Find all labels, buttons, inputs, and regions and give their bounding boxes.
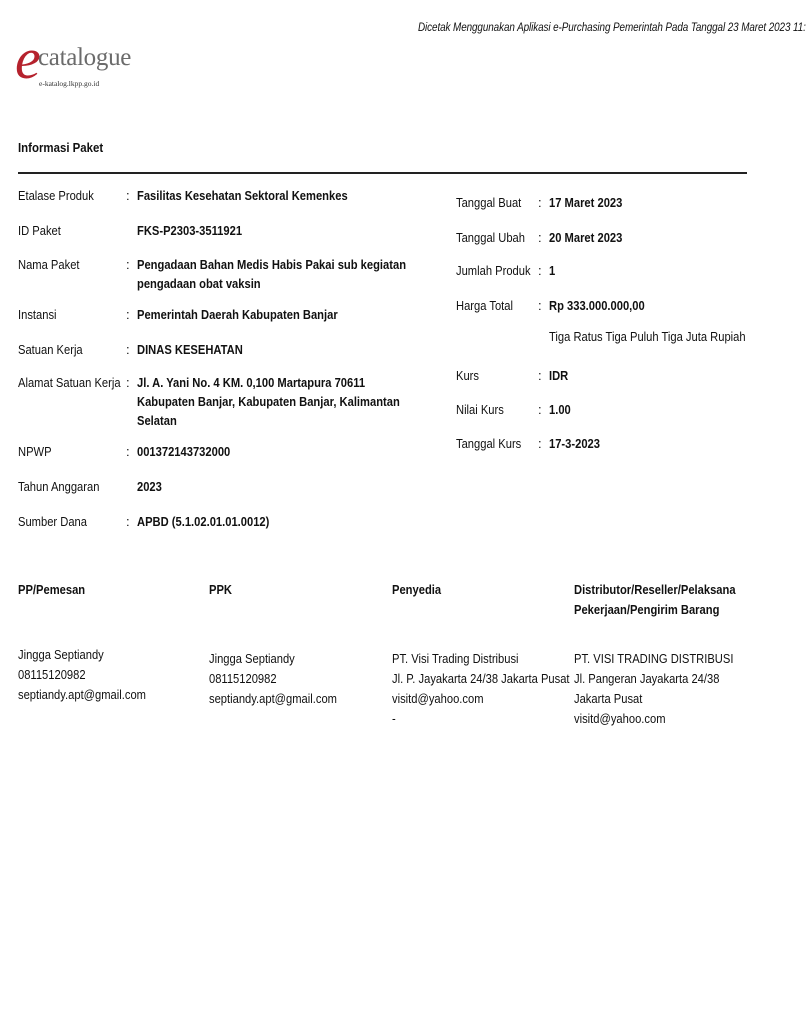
field-label: Tanggal Kurs: [456, 436, 522, 451]
party-phone: 08115120982: [209, 671, 277, 686]
field-value: Pengadaan Bahan Medis Habis Pakai sub kegiatan pengadaan obat vaksin: [137, 257, 407, 291]
field-value: IDR: [549, 368, 569, 383]
field-value: 20 Maret 2023: [549, 230, 623, 245]
field-value: DINAS KESEHATAN: [137, 342, 243, 357]
field-colon: :: [538, 368, 542, 383]
field-label: Nilai Kurs: [456, 402, 504, 417]
field-value: 2023: [137, 479, 162, 494]
section-divider: [18, 172, 747, 174]
field-colon: :: [538, 263, 542, 278]
party-penyedia: [392, 580, 577, 729]
field-value: Jl. A. Yani No. 4 KM. 0,100 Martapura 70611 Kabupaten Banjar, Kabupaten Banjar, Kalimantan Selatan: [137, 375, 400, 428]
field-label: Kurs: [456, 368, 479, 383]
field-value: 17 Maret 2023: [549, 195, 623, 210]
field-colon: :: [538, 195, 542, 210]
party-address: Jl. Pangeran Jayakarta 24/38: [574, 671, 720, 686]
field-colon: :: [126, 514, 130, 529]
party-phone: 08115120982: [18, 667, 86, 682]
field-colon: :: [126, 444, 130, 459]
field-label: Tanggal Buat: [456, 195, 522, 210]
party-address: Jl. P. Jayakarta 24/38 Jakarta Pusat: [392, 671, 570, 686]
party-name: Jingga Septiandy: [209, 651, 295, 666]
field-value: 1: [549, 263, 556, 278]
party-city: Jakarta Pusat: [574, 691, 643, 706]
field-value: Pemerintah Daerah Kabupaten Banjar: [137, 307, 338, 322]
field-label: Instansi: [18, 307, 57, 322]
party-title: PP/Pemesan: [18, 582, 86, 597]
logo-wordmark: catalogue: [38, 44, 132, 71]
field-colon: :: [126, 342, 130, 357]
field-label: ID Paket: [18, 223, 61, 238]
field-colon: :: [126, 307, 130, 322]
party-email: visitd@yahoo.com: [392, 691, 484, 706]
field-label: Nama Paket: [18, 257, 80, 272]
ecatalogue-logo: [15, 26, 135, 100]
party-pemesan: [18, 580, 203, 705]
field-value: 001372143732000: [137, 444, 231, 459]
party-email: visitd@yahoo.com: [574, 711, 666, 726]
field-value: 17-3-2023: [549, 436, 600, 451]
field-value: FKS-P2303-3511921: [137, 223, 243, 238]
field-value: Fasilitas Kesehatan Sektoral Kemenkes: [137, 188, 348, 203]
party-title: Distributor/Reseller/Pelaksana Pekerjaan/Pengirim Barang: [574, 582, 736, 617]
party-name: Jingga Septiandy: [18, 647, 104, 662]
party-ppk: [209, 580, 394, 709]
field-label: NPWP: [18, 444, 52, 459]
field-label: Jumlah Produk: [456, 263, 531, 278]
field-value: APBD (5.1.02.01.01.0012): [137, 514, 270, 529]
party-title: PPK: [209, 582, 232, 597]
field-colon: :: [538, 402, 542, 417]
party-distributor: [574, 580, 759, 729]
print-timestamp-note: Dicetak Menggunakan Aplikasi e-Purchasing Pemerintah Pada Tanggal 23 Maret 2023 11:: [418, 22, 806, 34]
party-extra: -: [392, 711, 396, 726]
field-label: Satuan Kerja: [18, 342, 83, 357]
section-title: Informasi Paket: [18, 140, 104, 155]
field-label: Etalase Produk: [18, 188, 94, 203]
field-label: Tahun Anggaran: [18, 479, 100, 494]
party-name: PT. VISI TRADING DISTRIBUSI: [574, 651, 734, 666]
harga-terbilang: Tiga Ratus Tiga Puluh Tiga Juta Rupiah: [549, 329, 746, 344]
field-colon: :: [126, 188, 130, 203]
field-label: Alamat Satuan Kerja: [18, 375, 121, 390]
field-colon: :: [126, 257, 130, 272]
party-email: septiandy.apt@gmail.com: [209, 691, 337, 706]
party-email: septiandy.apt@gmail.com: [18, 687, 146, 702]
field-label: Harga Total: [456, 298, 513, 313]
party-title: Penyedia: [392, 582, 442, 597]
field-value: 1.00: [549, 402, 571, 417]
field-colon: :: [126, 375, 130, 390]
field-colon: :: [538, 436, 542, 451]
field-label: Sumber Dana: [18, 514, 87, 529]
party-name: PT. Visi Trading Distribusi: [392, 651, 519, 666]
field-value: Rp 333.000.000,00: [549, 298, 645, 313]
logo-letter: e: [15, 26, 41, 91]
field-label: Tanggal Ubah: [456, 230, 526, 245]
field-colon: :: [538, 230, 542, 245]
field-colon: :: [538, 298, 542, 313]
logo-url: e-katalog.lkpp.go.id: [39, 79, 100, 88]
